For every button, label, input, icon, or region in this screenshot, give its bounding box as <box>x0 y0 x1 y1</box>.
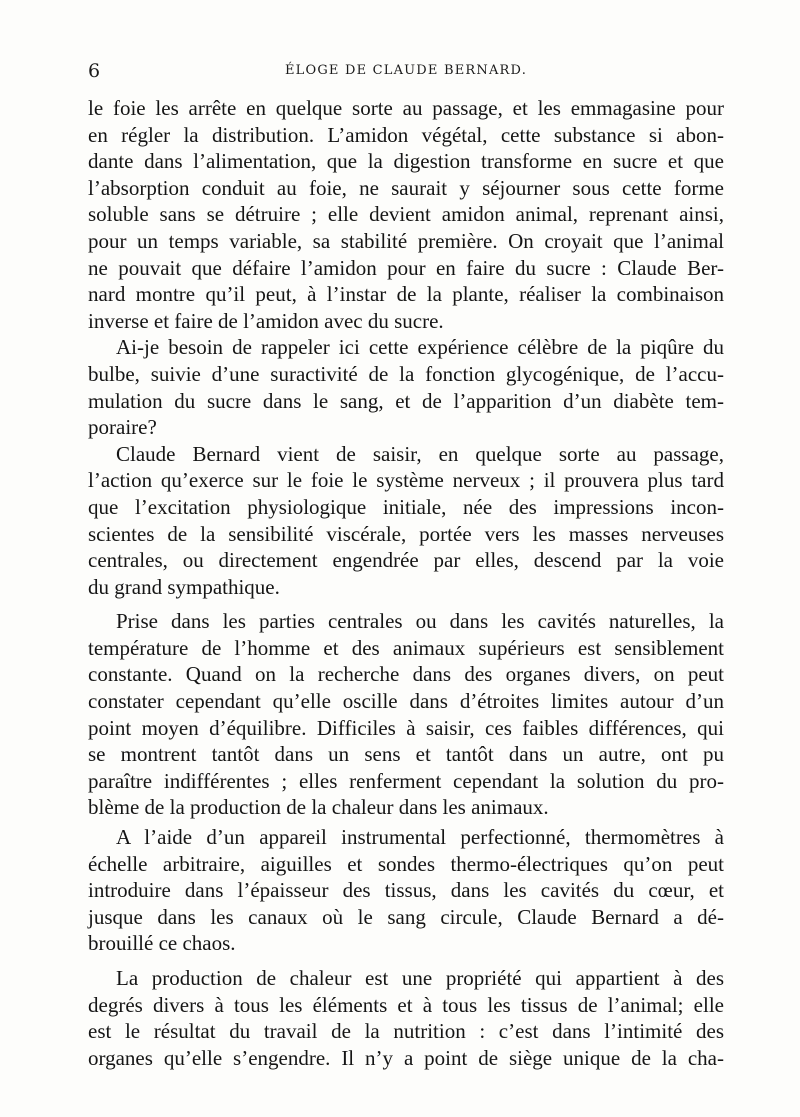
text-line: jusque dans les canaux où le sang circule, Claude Bernard a dé- <box>88 904 724 929</box>
running-title: ÉLOGE DE CLAUDE BERNARD. <box>284 63 528 78</box>
text-line: est le résultat du travail de la nutrition : c’est dans l’intimité des <box>88 1019 724 1044</box>
text-line: en régler la distribution. L’amidon végétal, cette substance si abon- <box>88 122 724 147</box>
paragraph <box>88 334 724 440</box>
page-header <box>88 60 724 84</box>
paragraph <box>88 965 724 1071</box>
text-line: Claude Bernard vient de saisir, en quelque sorte au passage, <box>116 441 724 466</box>
text-line: Ai-je besoin de rappeler ici cette expérience célèbre de la piqûre du <box>116 335 724 360</box>
text-line: La production de chaleur est une propriété qui appartient à des <box>116 966 724 990</box>
text-line: l’action qu’exerce sur le foie le système nerveux ; il prouvera plus tard <box>88 468 724 493</box>
text-line: l’absorption conduit au foie, ne saurait y séjourner sous cette forme <box>88 175 724 200</box>
text-line: inverse et faire de l’amidon avec du sucre. <box>88 308 444 333</box>
paragraph <box>88 441 724 601</box>
text-line: le foie les arrête en quelque sorte au passage, et les emmagasine pour <box>88 96 724 120</box>
text-line: constante. Quand on la recherche dans des organes divers, on peut <box>88 662 724 687</box>
text-line: centrales, ou directement engendrée par elles, descend par la voie <box>88 548 724 573</box>
text-line: A l’aide d’un appareil instrumental perfectionné, thermomètres à <box>116 825 724 850</box>
text-line: mulation du sucre dans le sang, et de l’apparition d’un diabète tem- <box>88 388 724 413</box>
text-line: paraître indifférentes ; elles renferment cependant la solution du pro- <box>88 768 724 793</box>
text-line: soluble sans se détruire ; elle devient amidon animal, reprenant ainsi, <box>88 202 724 227</box>
text-line: degrés divers à tous les éléments et à tous les tissus de l’animal; elle <box>88 992 724 1017</box>
text-line: se montrent tantôt dans un sens et tantôt dans un autre, ont pu <box>88 742 724 767</box>
page-number: 6 <box>88 60 101 82</box>
text-line: scientes de la sensibilité viscérale, portée vers les masses nerveuses <box>88 521 724 546</box>
text-line: nard montre qu’il peut, à l’instar de la plante, réaliser la combinaison <box>88 282 724 307</box>
text-line: ne pouvait que défaire l’amidon pour en faire du sucre : Claude Ber- <box>88 255 724 280</box>
paragraph <box>88 95 724 334</box>
text-line: du grand sympathique. <box>88 574 280 599</box>
text-line: point moyen d’équilibre. Difficiles à saisir, ces faibles différences, qui <box>88 715 724 740</box>
text-line: organes qu’elle s’engendre. Il n’y a point de siège unique de la cha- <box>88 1045 724 1070</box>
paragraph <box>88 608 724 821</box>
text-line: blème de la production de la chaleur dans les animaux. <box>88 795 549 820</box>
text-line: pour un temps variable, sa stabilité première. On croyait que l’animal <box>88 228 724 253</box>
text-line: dante dans l’alimentation, que la digestion transforme en sucre et que <box>88 149 724 174</box>
text-line: échelle arbitraire, aiguilles et sondes thermo-électriques qu’on peut <box>88 851 724 876</box>
text-line: bulbe, suivie d’une suractivité de la fonction glycogénique, de l’accu- <box>88 361 724 386</box>
text-line: température de l’homme et des animaux supérieurs est sensiblement <box>88 635 724 660</box>
text-line: constater cependant qu’elle oscille dans d’étroites limites autour d’un <box>88 689 724 714</box>
text-line: Prise dans les parties centrales ou dans les cavités naturelles, la <box>116 609 724 634</box>
text-line: que l’excitation physiologique initiale, née des impressions incon- <box>88 494 724 519</box>
text-line: brouillé ce chaos. <box>88 931 236 956</box>
body-text <box>88 95 724 1071</box>
paragraph <box>88 824 724 957</box>
text-line: poraire? <box>88 415 157 440</box>
text-line: introduire dans l’épaisseur des tissus, dans les cavités du cœur, et <box>88 878 724 903</box>
